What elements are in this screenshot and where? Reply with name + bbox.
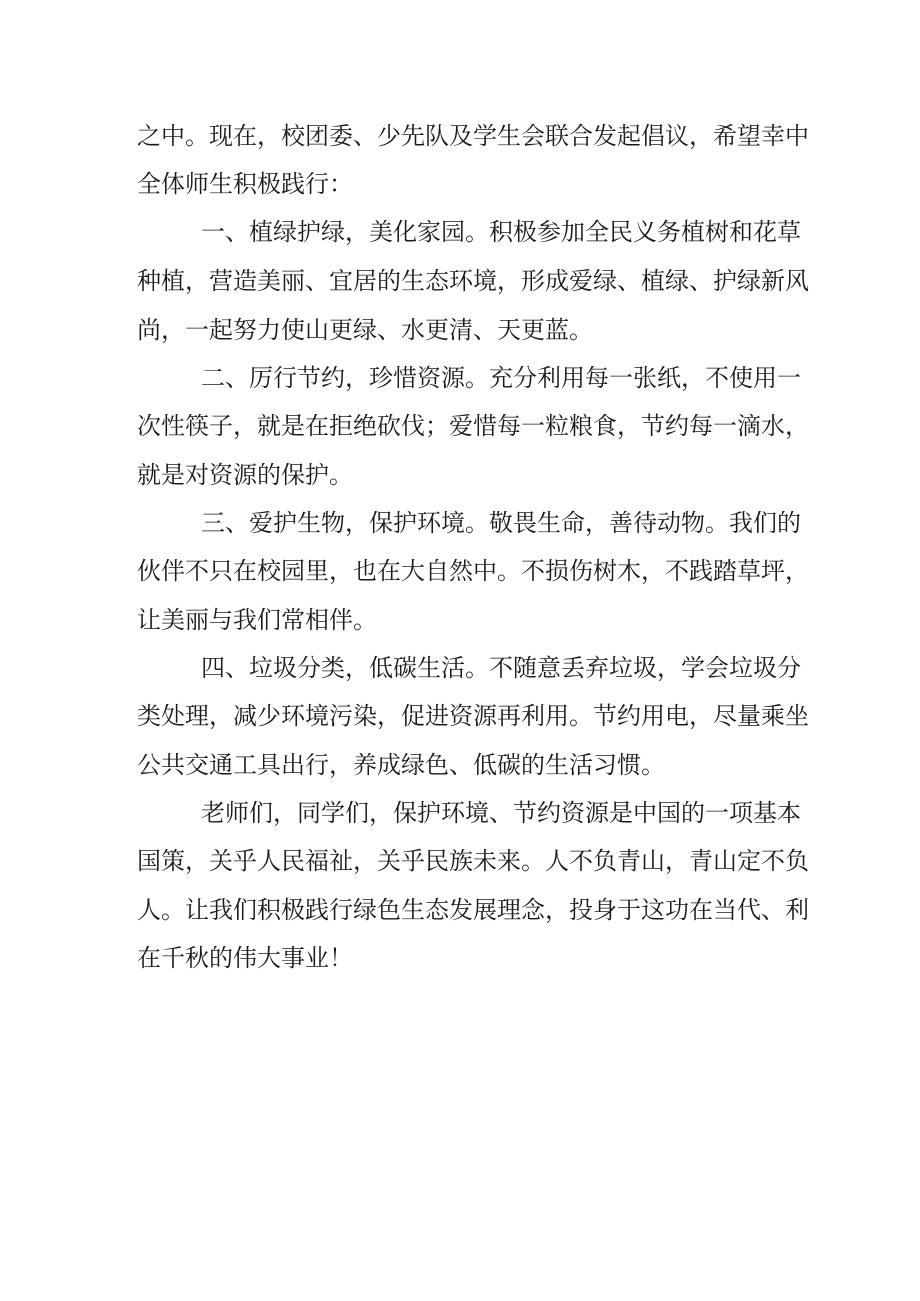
paragraph-3-start: 三、爱护生物，保护环境。敬畏生命，善待动物。我们的 [201,509,801,537]
text-line: 让美丽与我们常相伴。 [137,606,377,634]
text-line: 类处理，减少环境污染，促进资源再利用。节约用电，尽量乘坐 [137,702,809,730]
paragraph-1-start: 一、植绿护绿，美化家园。积极参加全民义务植树和花草 [201,218,801,246]
text-line: 次性筷子，就是在拒绝砍伐；爱惜每一粒粮食，节约每一滴水， [137,412,809,440]
text-line: 全体师生积极践行： [137,170,353,198]
text-line: 伙伴不只在校园里，也在大自然中。不损伤树木，不践踏草坪， [137,557,809,585]
text-line: 种植，营造美丽、宜居的生态环境，形成爱绿、植绿、护绿新风 [137,267,809,295]
text-line: 就是对资源的保护。 [137,461,353,489]
text-line: 之中。现在，校团委、少先队及学生会联合发起倡议，希望幸中 [137,122,809,150]
paragraph-5-start: 老师们，同学们，保护环境、节约资源是中国的一项基本 [201,799,801,827]
paragraph-4-start: 四、垃圾分类，低碳生活。不随意丢弃垃圾，学会垃圾分 [201,654,801,682]
text-line: 人。让我们积极践行绿色生态发展理念，投身于这功在当代、利 [137,896,809,924]
text-line: 国策，关乎人民福祉，关乎民族未来。人不负青山，青山定不负 [137,847,809,875]
text-line: 在千秋的伟大事业！ [137,944,353,972]
text-line: 尚，一起努力使山更绿、水更清、天更蓝。 [137,316,593,344]
paragraph-2-start: 二、厉行节约，珍惜资源。充分利用每一张纸，不使用一 [201,364,801,392]
text-line: 公共交通工具出行，养成绿色、低碳的生活习惯。 [137,751,665,779]
